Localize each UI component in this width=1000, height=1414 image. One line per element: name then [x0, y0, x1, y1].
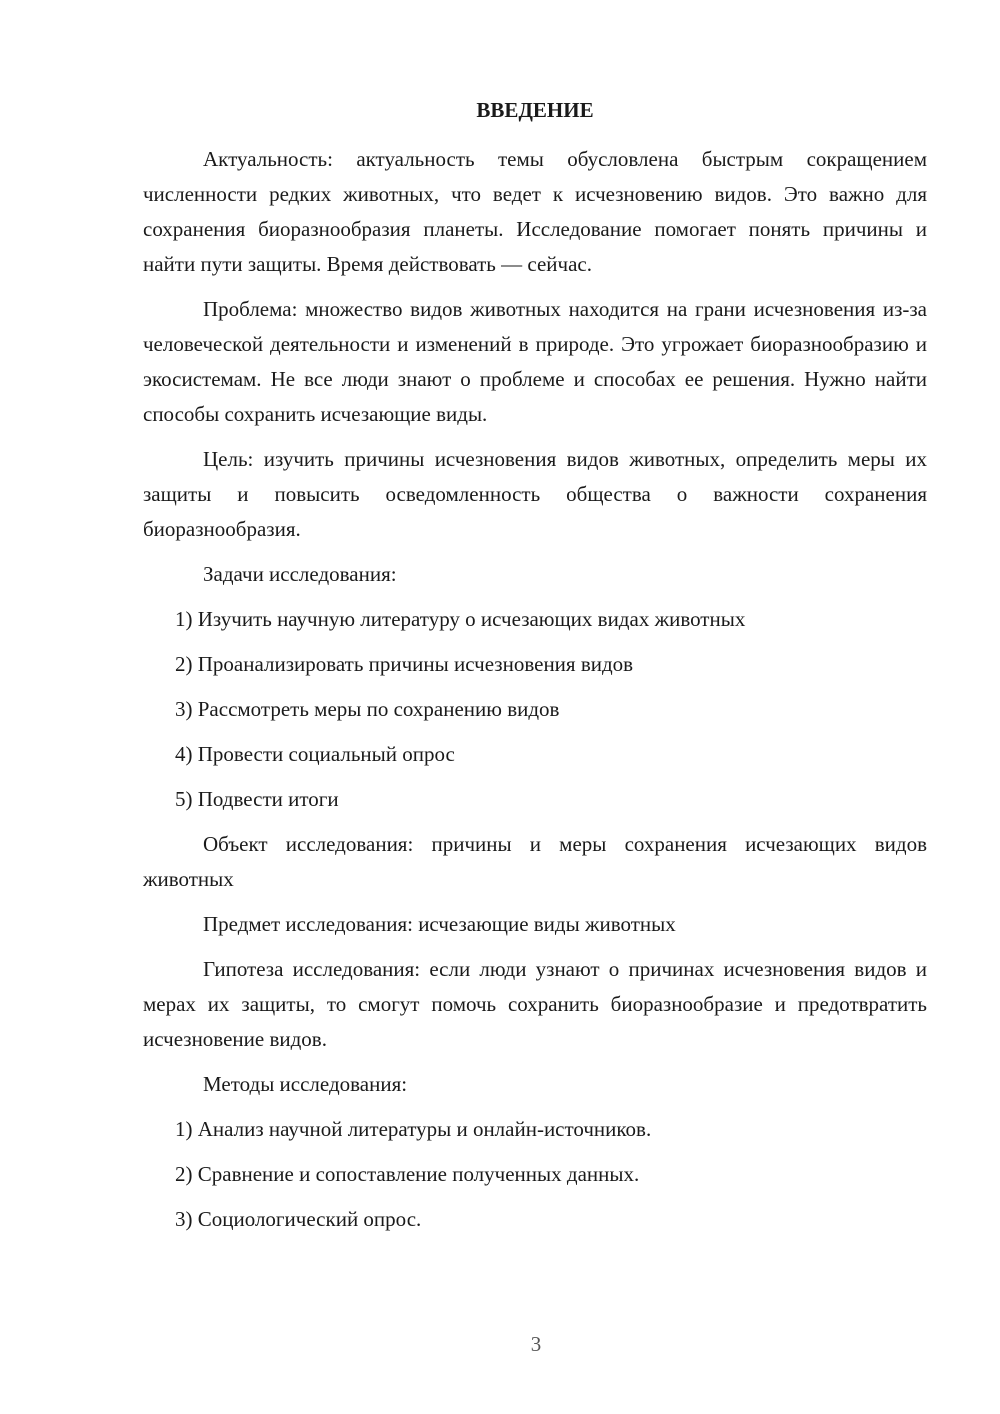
methods-label: Методы исследования: [203, 1072, 408, 1096]
page-number: 3 [530, 1332, 542, 1356]
tasks-label: Задачи исследования: [203, 562, 397, 586]
methods-list [143, 1112, 927, 1237]
list-item: 2) Проанализировать причины исчезновения видов [175, 652, 634, 676]
relevance-paragraph: Актуальность: актуальность темы обусловлена быстрым сокращением численности редких животных, что ведет к исчезновению видов. Это важно для сохранения биоразнообразия планеты. Исследование помогает понять причины и найти пути защиты. Время действовать — сейчас. [143, 147, 927, 276]
subject-paragraph: Предмет исследования: исчезающие виды животных [203, 912, 676, 936]
object-paragraph: Объект исследования: причины и меры сохранения исчезающих видов животных [143, 832, 927, 891]
list-item: 2) Сравнение и сопоставление полученных данных. [175, 1162, 640, 1186]
hypothesis-paragraph: Гипотеза исследования: если люди узнают о причинах исчезновения видов и мерах их защиты, то смогут помочь сохранить биоразнообразие и предотвратить исчезновение видов. [143, 957, 927, 1051]
problem-paragraph: Проблема: множество видов животных находится на грани исчезновения из-за человеческой деятельности и изменений в природе. Это угрожает биоразнообразию и экосистемам. Не все люди знают о проблеме и способах ее решения. Нужно найти способы сохранить исчезающие виды. [143, 297, 927, 426]
list-item: 5) Подвести итоги [175, 787, 339, 811]
list-item: 1) Изучить научную литературу о исчезающих видах животных [175, 607, 746, 631]
list-item: 3) Социологический опрос. [175, 1207, 422, 1231]
page-content [143, 93, 927, 1247]
section-heading: ВВЕДЕНИЕ [476, 98, 594, 122]
list-item: 4) Провести социальный опрос [175, 742, 455, 766]
goal-paragraph: Цель: изучить причины исчезновения видов животных, определить меры их защиты и повысить осведомленность общества о важности сохранения биоразнообразия. [143, 447, 927, 541]
list-item: 1) Анализ научной литературы и онлайн-источников. [175, 1117, 652, 1141]
tasks-list [143, 602, 927, 817]
list-item: 3) Рассмотреть меры по сохранению видов [175, 697, 560, 721]
